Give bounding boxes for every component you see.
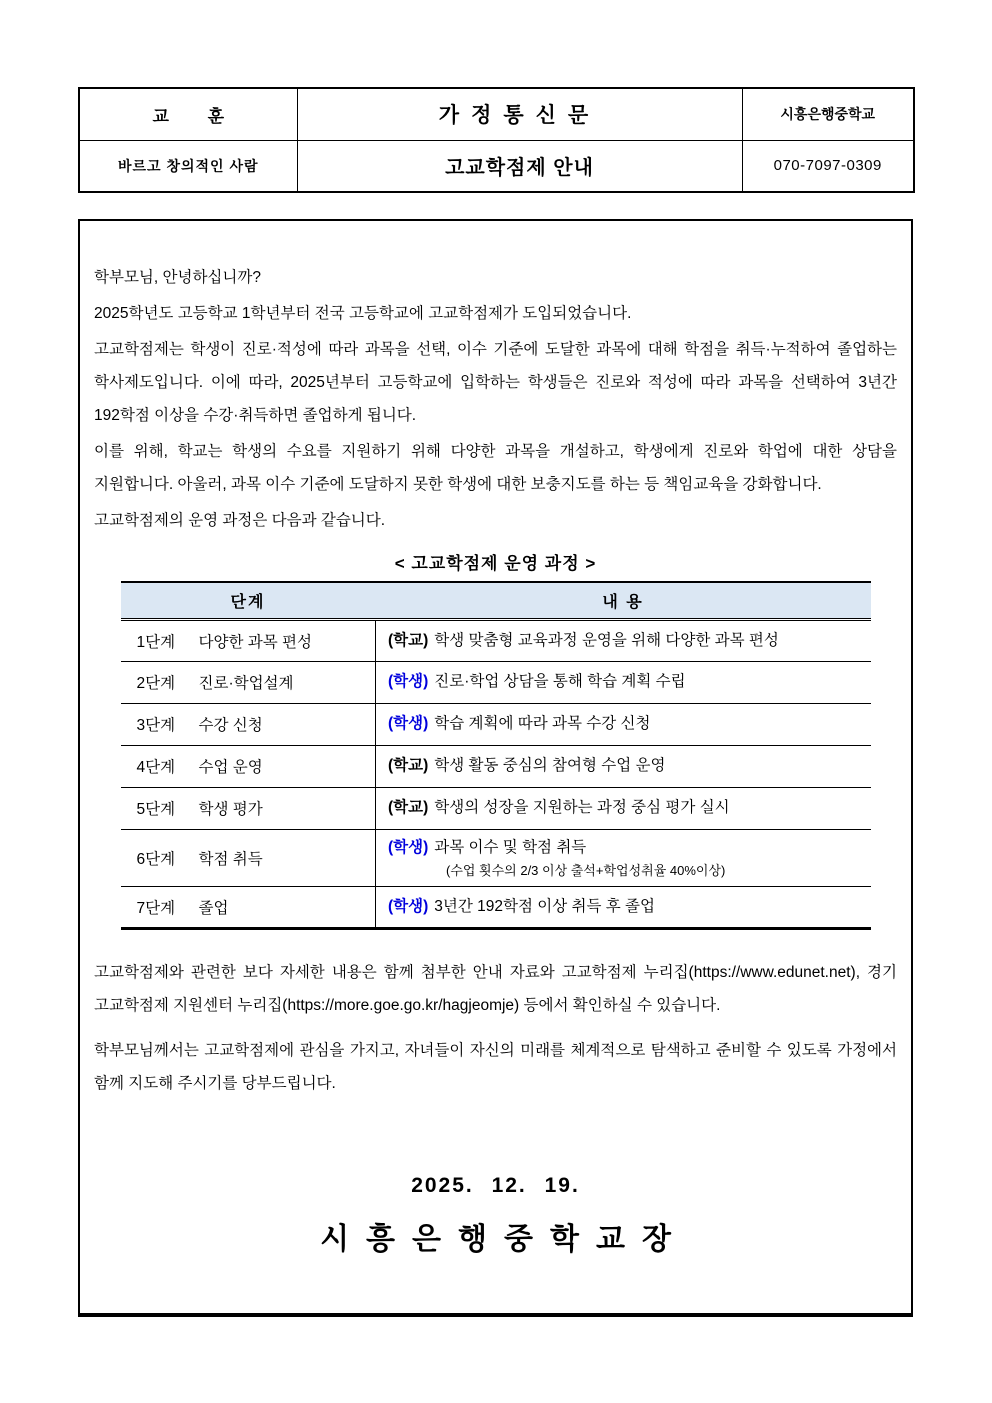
stage-name: 진로·학업설계 [198,675,294,692]
stage-number: 7단계 [136,899,176,917]
content-column-header: 내 용 [376,582,871,619]
system-description-text: 고교학점제는 학생이 진로·적성에 따라 과목을 선택, 이수 기준에 도달한 과목에 대해 학점을 취득·누적하여 졸업하는 학사제도입니다. 이에 따라, 2025년부터 고등학교에 입학하는 학생들은 진로와 적성에 따라 과목을 선택하여 3년간 192학점 이상을 수강·취득하면 졸업하게 됩니다. [94,341,897,424]
stage-cell [121,619,376,661]
process-table [121,581,871,930]
school-phone: 070-7097-0309 [742,140,914,192]
stage-number: 2단계 [136,675,176,692]
document-type: 가정통신문 [297,88,742,140]
process-table-body [121,619,871,928]
motto-label: 교 훈 [79,88,297,140]
process-table-row [121,661,871,703]
process-table-row [121,703,871,745]
header-row-2 [79,140,914,192]
stage-number: 6단계 [136,850,176,868]
process-table-row [121,829,871,886]
actor-label: (학교) [388,757,429,774]
stage-cell [121,703,376,745]
principal-signature: 시흥은행중학교장 [320,1222,688,1256]
actor-label: (학교) [388,799,429,816]
stage-number: 5단계 [136,801,176,818]
process-table-row [121,886,871,928]
stage-cell [121,661,376,703]
request-text: 학부모님께서는 고교학점제에 관심을 가지고, 자녀들이 자신의 미래를 체계적으로 탐색하고 준비할 수 있도록 가정에서 함께 지도해 주시기를 당부드립니다. [94,1041,897,1092]
stage-cell [121,829,376,886]
stage-description-cell: (학교) 학생의 성장을 지원하는 과정 중심 평가 실시 [376,787,871,829]
process-table-head [121,582,871,619]
greeting-text: 학부모님, 안녕하십니까? [94,269,261,286]
stage-description-cell: (학생) 3년간 192학점 이상 취득 후 졸업 [376,886,871,928]
process-table-row [121,745,871,787]
header-row-1 [79,88,914,140]
stage-description-cell: (학생) 학습 계획에 따라 과목 수강 신청 [376,703,871,745]
intro-text: 2025학년도 고등학교 1학년부터 전국 고등학교에 고교학점제가 도입되었습니다. [94,305,632,322]
stage-description-cell: (학생) 진로·학업 상담을 통해 학습 계획 수립 [376,661,871,703]
stage-name: 다양한 과목 편성 [198,633,312,651]
credit-requirement-note: (수업 횟수의 2/3 이상 출석+학업성취율 40%이상) [446,862,726,878]
motto-value: 바르고 창의적인 사람 [79,140,297,192]
process-intro-text: 고교학점제의 운영 과정은 다음과 같습니다. [94,512,386,529]
stage-description-cell: (학교) 학생 맞춤형 교육과정 운영을 위해 다양한 과목 편성 [388,631,779,649]
process-header-row [121,582,871,619]
stage-name: 학점 취득 [198,850,263,868]
stage-number: 1단계 [136,633,176,651]
stage-cell [121,745,376,787]
stage-cell [121,886,376,928]
school-support-text: 이를 위해, 학교는 학생의 수요를 지원하기 위해 다양한 과목을 개설하고, 학생에게 진로와 학업에 대한 상담을 지원합니다. 아울러, 과목 이수 기준에 도달하지 못한 학생에 대한 보충지도를 하는 등 책임교육을 강화합니다. [94,443,897,493]
actor-label: (학교) [388,631,429,649]
school-name: 시흥은행중학교 [742,88,914,140]
process-table-row [121,619,871,661]
document-title: 고교학점제 안내 [297,140,742,192]
letter-body-box [78,219,913,1317]
stage-name: 졸업 [198,899,229,917]
actor-label: (학생) [388,715,429,732]
document-header-table [78,87,915,193]
actor-label: (학생) [388,897,429,915]
stage-cell [121,787,376,829]
stage-name: 학생 평가 [198,801,263,818]
stage-number: 3단계 [136,717,176,734]
actor-label: (학생) [388,838,429,856]
stage-number: 4단계 [136,759,176,776]
more-info-text: 고교학점제와 관련한 보다 자세한 내용은 함께 첨부한 안내 자료와 고교학점제 누리집(https://www.edunet.net), 경기 고교학점제 지원센터 누리집(https://more.goe.go.kr/hagjeomje) 등에서 확인하실 수 있습니다. [94,963,897,1014]
actor-label: (학생) [388,673,429,690]
issue-date: 2025. 12. 19. [411,1173,580,1197]
stage-name: 수업 운영 [198,759,263,776]
process-table-row [121,787,871,829]
process-table-title: < 고교학점제 운영 과정 > [394,554,597,573]
stage-name: 수강 신청 [198,717,263,734]
stage-description-cell: (학생) 과목 이수 및 학점 취득 (수업 횟수의 2/3 이상 출석+학업성취율 40%이상) [376,829,871,886]
stage-column-header: 단계 [121,582,376,619]
stage-description-cell: (학교) 학생 활동 중심의 참여형 수업 운영 [376,745,871,787]
